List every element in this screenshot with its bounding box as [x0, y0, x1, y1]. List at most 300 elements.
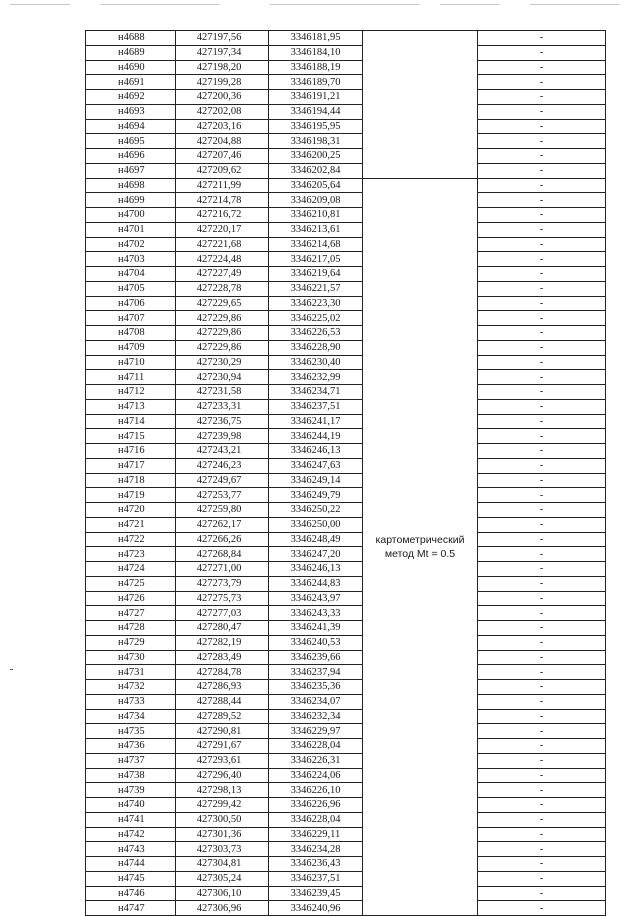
table-row — [86, 326, 606, 341]
point-id-cell: н4696 — [86, 149, 176, 164]
y-coordinate-cell: 3346226,96 — [269, 798, 363, 813]
y-coordinate-cell: 3346181,95 — [269, 31, 363, 46]
delta-cell: - — [478, 399, 606, 414]
y-coordinate-cell: 3346219,64 — [269, 267, 363, 282]
table-row — [86, 75, 606, 90]
x-coordinate-cell: 427262,17 — [176, 517, 269, 532]
point-id-cell: н4724 — [86, 562, 176, 577]
delta-cell: - — [478, 488, 606, 503]
y-coordinate-cell: 3346244,83 — [269, 576, 363, 591]
x-coordinate-cell: 427291,67 — [176, 739, 269, 754]
point-id-cell: н4738 — [86, 768, 176, 783]
point-id-cell: н4689 — [86, 45, 176, 60]
table-row — [86, 871, 606, 886]
table-row — [86, 45, 606, 60]
y-coordinate-cell: 3346229,97 — [269, 724, 363, 739]
table-row — [86, 399, 606, 414]
table-row — [86, 798, 606, 813]
x-coordinate-cell: 427216,72 — [176, 208, 269, 223]
y-coordinate-cell: 3346232,34 — [269, 709, 363, 724]
point-id-cell: н4741 — [86, 812, 176, 827]
point-id-cell: н4732 — [86, 680, 176, 695]
delta-cell: - — [478, 193, 606, 208]
point-id-cell: н4740 — [86, 798, 176, 813]
y-coordinate-cell: 3346198,31 — [269, 134, 363, 149]
delta-cell: - — [478, 222, 606, 237]
point-id-cell: н4731 — [86, 665, 176, 680]
table-row — [86, 296, 606, 311]
delta-cell: - — [478, 901, 606, 916]
point-id-cell: н4742 — [86, 827, 176, 842]
delta-cell: - — [478, 208, 606, 223]
delta-cell: - — [478, 104, 606, 119]
delta-cell: - — [478, 60, 606, 75]
y-coordinate-cell: 3346210,81 — [269, 208, 363, 223]
x-coordinate-cell: 427228,78 — [176, 281, 269, 296]
table-row — [86, 694, 606, 709]
y-coordinate-cell: 3346235,36 — [269, 680, 363, 695]
x-coordinate-cell: 427284,78 — [176, 665, 269, 680]
table-row — [86, 901, 606, 916]
point-id-cell: н4720 — [86, 503, 176, 518]
delta-cell: - — [478, 621, 606, 636]
table-row — [86, 842, 606, 857]
point-id-cell: н4723 — [86, 547, 176, 562]
delta-cell: - — [478, 149, 606, 164]
x-coordinate-cell: 427282,19 — [176, 635, 269, 650]
table-row — [86, 281, 606, 296]
table-row — [86, 753, 606, 768]
y-coordinate-cell: 3346228,90 — [269, 340, 363, 355]
delta-cell: - — [478, 311, 606, 326]
point-id-cell: н4717 — [86, 458, 176, 473]
point-id-cell: н4708 — [86, 326, 176, 341]
table-row — [86, 444, 606, 459]
table-row — [86, 355, 606, 370]
x-coordinate-cell: 427204,88 — [176, 134, 269, 149]
delta-cell: - — [478, 547, 606, 562]
delta-cell: - — [478, 606, 606, 621]
x-coordinate-cell: 427266,26 — [176, 532, 269, 547]
table-row — [86, 252, 606, 267]
point-id-cell: н4714 — [86, 414, 176, 429]
delta-cell: - — [478, 385, 606, 400]
delta-cell: - — [478, 842, 606, 857]
point-id-cell: н4703 — [86, 252, 176, 267]
x-coordinate-cell: 427290,81 — [176, 724, 269, 739]
point-id-cell: н4705 — [86, 281, 176, 296]
y-coordinate-cell: 3346237,51 — [269, 871, 363, 886]
x-coordinate-cell: 427200,36 — [176, 90, 269, 105]
point-id-cell: н4711 — [86, 370, 176, 385]
delta-cell: - — [478, 503, 606, 518]
delta-cell: - — [478, 90, 606, 105]
x-coordinate-cell: 427229,86 — [176, 311, 269, 326]
x-coordinate-cell: 427277,03 — [176, 606, 269, 621]
table-row — [86, 783, 606, 798]
delta-cell: - — [478, 163, 606, 178]
point-id-cell: н4707 — [86, 311, 176, 326]
y-coordinate-cell: 3346226,53 — [269, 326, 363, 341]
point-id-cell: н4688 — [86, 31, 176, 46]
y-coordinate-cell: 3346239,66 — [269, 650, 363, 665]
delta-cell: - — [478, 812, 606, 827]
table-row — [86, 429, 606, 444]
y-coordinate-cell: 3346213,61 — [269, 222, 363, 237]
x-coordinate-cell: 427236,75 — [176, 414, 269, 429]
table-row — [86, 857, 606, 872]
y-coordinate-cell: 3346243,97 — [269, 591, 363, 606]
x-coordinate-cell: 427230,94 — [176, 370, 269, 385]
table-row — [86, 414, 606, 429]
point-id-cell: н4737 — [86, 753, 176, 768]
margin-mark — [10, 669, 13, 670]
coordinates-table — [85, 30, 606, 916]
point-id-cell: н4722 — [86, 532, 176, 547]
delta-cell: - — [478, 326, 606, 341]
table-row — [86, 119, 606, 134]
header-scan-artifact — [0, 4, 640, 10]
delta-cell: - — [478, 340, 606, 355]
delta-cell: - — [478, 414, 606, 429]
delta-cell: - — [478, 296, 606, 311]
y-coordinate-cell: 3346221,57 — [269, 281, 363, 296]
y-coordinate-cell: 3346232,99 — [269, 370, 363, 385]
delta-cell: - — [478, 532, 606, 547]
y-coordinate-cell: 3346228,04 — [269, 739, 363, 754]
point-id-cell: н4693 — [86, 104, 176, 119]
delta-cell: - — [478, 886, 606, 901]
y-coordinate-cell: 3346250,00 — [269, 517, 363, 532]
point-id-cell: н4695 — [86, 134, 176, 149]
table-row — [86, 739, 606, 754]
table-row — [86, 311, 606, 326]
point-id-cell: н4735 — [86, 724, 176, 739]
x-coordinate-cell: 427280,47 — [176, 621, 269, 636]
table-row — [86, 532, 606, 547]
x-coordinate-cell: 427227,49 — [176, 267, 269, 282]
point-id-cell: н4733 — [86, 694, 176, 709]
y-coordinate-cell: 3346248,49 — [269, 532, 363, 547]
y-coordinate-cell: 3346224,06 — [269, 768, 363, 783]
y-coordinate-cell: 3346246,13 — [269, 562, 363, 577]
delta-cell: - — [478, 857, 606, 872]
table-row — [86, 222, 606, 237]
table-row — [86, 60, 606, 75]
x-coordinate-cell: 427298,13 — [176, 783, 269, 798]
x-coordinate-cell: 427286,93 — [176, 680, 269, 695]
delta-cell: - — [478, 134, 606, 149]
method-cell — [363, 178, 478, 916]
x-coordinate-cell: 427203,16 — [176, 119, 269, 134]
x-coordinate-cell: 427268,84 — [176, 547, 269, 562]
table-row — [86, 576, 606, 591]
delta-cell: - — [478, 827, 606, 842]
point-id-cell: н4719 — [86, 488, 176, 503]
point-id-cell: н4701 — [86, 222, 176, 237]
y-coordinate-cell: 3346230,40 — [269, 355, 363, 370]
table-row — [86, 768, 606, 783]
y-coordinate-cell: 3346247,20 — [269, 547, 363, 562]
delta-cell: - — [478, 680, 606, 695]
delta-cell: - — [478, 281, 606, 296]
table-row — [86, 31, 606, 46]
table-row — [86, 517, 606, 532]
x-coordinate-cell: 427273,79 — [176, 576, 269, 591]
delta-cell: - — [478, 724, 606, 739]
y-coordinate-cell: 3346194,44 — [269, 104, 363, 119]
point-id-cell: н4702 — [86, 237, 176, 252]
x-coordinate-cell: 427303,73 — [176, 842, 269, 857]
point-id-cell: н4721 — [86, 517, 176, 532]
x-coordinate-cell: 427304,81 — [176, 857, 269, 872]
y-coordinate-cell: 3346217,05 — [269, 252, 363, 267]
y-coordinate-cell: 3346247,63 — [269, 458, 363, 473]
x-coordinate-cell: 427198,20 — [176, 60, 269, 75]
delta-cell: - — [478, 252, 606, 267]
delta-cell: - — [478, 444, 606, 459]
delta-cell: - — [478, 635, 606, 650]
table-row — [86, 385, 606, 400]
delta-cell: - — [478, 798, 606, 813]
y-coordinate-cell: 3346239,45 — [269, 886, 363, 901]
point-id-cell: н4745 — [86, 871, 176, 886]
table-row — [86, 621, 606, 636]
x-coordinate-cell: 427259,80 — [176, 503, 269, 518]
x-coordinate-cell: 427288,44 — [176, 694, 269, 709]
x-coordinate-cell: 427220,17 — [176, 222, 269, 237]
delta-cell: - — [478, 871, 606, 886]
delta-cell: - — [478, 576, 606, 591]
delta-cell: - — [478, 694, 606, 709]
table-row — [86, 606, 606, 621]
x-coordinate-cell: 427221,68 — [176, 237, 269, 252]
table-row — [86, 208, 606, 223]
y-coordinate-cell: 3346237,94 — [269, 665, 363, 680]
y-coordinate-cell: 3346237,51 — [269, 399, 363, 414]
table-row — [86, 562, 606, 577]
point-id-cell: н4747 — [86, 901, 176, 916]
point-id-cell: н4706 — [86, 296, 176, 311]
table-row — [86, 665, 606, 680]
x-coordinate-cell: 427246,23 — [176, 458, 269, 473]
table-row — [86, 812, 606, 827]
x-coordinate-cell: 427271,00 — [176, 562, 269, 577]
point-id-cell: н4709 — [86, 340, 176, 355]
y-coordinate-cell: 3346195,95 — [269, 119, 363, 134]
x-coordinate-cell: 427207,46 — [176, 149, 269, 164]
delta-cell: - — [478, 119, 606, 134]
table-row — [86, 149, 606, 164]
delta-cell: - — [478, 267, 606, 282]
method-label-line2: метод Mt = 0.5 — [384, 547, 456, 560]
table-row — [86, 473, 606, 488]
point-id-cell: н4716 — [86, 444, 176, 459]
point-id-cell: н4744 — [86, 857, 176, 872]
x-coordinate-cell: 427239,98 — [176, 429, 269, 444]
table-row — [86, 591, 606, 606]
point-id-cell: н4712 — [86, 385, 176, 400]
table-row — [86, 503, 606, 518]
delta-cell: - — [478, 768, 606, 783]
delta-cell: - — [478, 458, 606, 473]
delta-cell: - — [478, 562, 606, 577]
x-coordinate-cell: 427209,62 — [176, 163, 269, 178]
y-coordinate-cell: 3346209,08 — [269, 193, 363, 208]
x-coordinate-cell: 427305,24 — [176, 871, 269, 886]
point-id-cell: н4726 — [86, 591, 176, 606]
x-coordinate-cell: 427306,10 — [176, 886, 269, 901]
delta-cell: - — [478, 429, 606, 444]
x-coordinate-cell: 427293,61 — [176, 753, 269, 768]
delta-cell: - — [478, 783, 606, 798]
y-coordinate-cell: 3346246,13 — [269, 444, 363, 459]
y-coordinate-cell: 3346228,04 — [269, 812, 363, 827]
delta-cell: - — [478, 591, 606, 606]
x-coordinate-cell: 427197,34 — [176, 45, 269, 60]
x-coordinate-cell: 427306,96 — [176, 901, 269, 916]
x-coordinate-cell: 427233,31 — [176, 399, 269, 414]
y-coordinate-cell: 3346214,68 — [269, 237, 363, 252]
point-id-cell: н4710 — [86, 355, 176, 370]
y-coordinate-cell: 3346236,43 — [269, 857, 363, 872]
x-coordinate-cell: 427230,29 — [176, 355, 269, 370]
point-id-cell: н4694 — [86, 119, 176, 134]
delta-cell: - — [478, 178, 606, 193]
y-coordinate-cell: 3346225,02 — [269, 311, 363, 326]
point-id-cell: н4690 — [86, 60, 176, 75]
y-coordinate-cell: 3346250,22 — [269, 503, 363, 518]
table-row — [86, 458, 606, 473]
point-id-cell: н4739 — [86, 783, 176, 798]
table-row — [86, 134, 606, 149]
x-coordinate-cell: 427253,77 — [176, 488, 269, 503]
x-coordinate-cell: 427301,36 — [176, 827, 269, 842]
x-coordinate-cell: 427296,40 — [176, 768, 269, 783]
y-coordinate-cell: 3346249,14 — [269, 473, 363, 488]
y-coordinate-cell: 3346200,25 — [269, 149, 363, 164]
y-coordinate-cell: 3346234,07 — [269, 694, 363, 709]
x-coordinate-cell: 427229,86 — [176, 340, 269, 355]
y-coordinate-cell: 3346184,10 — [269, 45, 363, 60]
table-row — [86, 90, 606, 105]
table-row — [86, 370, 606, 385]
x-coordinate-cell: 427202,08 — [176, 104, 269, 119]
table-row — [86, 104, 606, 119]
point-id-cell: н4746 — [86, 886, 176, 901]
y-coordinate-cell: 3346191,21 — [269, 90, 363, 105]
delta-cell: - — [478, 739, 606, 754]
delta-cell: - — [478, 370, 606, 385]
y-coordinate-cell: 3346205,64 — [269, 178, 363, 193]
y-coordinate-cell: 3346226,10 — [269, 783, 363, 798]
point-id-cell: н4697 — [86, 163, 176, 178]
table-row — [86, 340, 606, 355]
x-coordinate-cell: 427211,99 — [176, 178, 269, 193]
x-coordinate-cell: 427299,42 — [176, 798, 269, 813]
point-id-cell: н4715 — [86, 429, 176, 444]
y-coordinate-cell: 3346189,70 — [269, 75, 363, 90]
x-coordinate-cell: 427229,86 — [176, 326, 269, 341]
table-row — [86, 193, 606, 208]
point-id-cell: н4699 — [86, 193, 176, 208]
point-id-cell: н4713 — [86, 399, 176, 414]
table-row — [86, 547, 606, 562]
delta-cell: - — [478, 75, 606, 90]
y-coordinate-cell: 3346234,28 — [269, 842, 363, 857]
y-coordinate-cell: 3346241,39 — [269, 621, 363, 636]
x-coordinate-cell: 427283,49 — [176, 650, 269, 665]
x-coordinate-cell: 427229,65 — [176, 296, 269, 311]
point-id-cell: н4734 — [86, 709, 176, 724]
point-id-cell: н4728 — [86, 621, 176, 636]
y-coordinate-cell: 3346249,79 — [269, 488, 363, 503]
point-id-cell: н4692 — [86, 90, 176, 105]
y-coordinate-cell: 3346240,53 — [269, 635, 363, 650]
delta-cell: - — [478, 709, 606, 724]
table-row — [86, 886, 606, 901]
table-row — [86, 724, 606, 739]
y-coordinate-cell: 3346240,96 — [269, 901, 363, 916]
y-coordinate-cell: 3346223,30 — [269, 296, 363, 311]
x-coordinate-cell: 427197,56 — [176, 31, 269, 46]
coordinates-table-body — [86, 31, 606, 916]
table-row — [86, 163, 606, 178]
table-row — [86, 709, 606, 724]
x-coordinate-cell: 427199,28 — [176, 75, 269, 90]
point-id-cell: н4704 — [86, 267, 176, 282]
table-row — [86, 635, 606, 650]
x-coordinate-cell: 427289,52 — [176, 709, 269, 724]
point-id-cell: н4691 — [86, 75, 176, 90]
y-coordinate-cell: 3346226,31 — [269, 753, 363, 768]
y-coordinate-cell: 3346243,33 — [269, 606, 363, 621]
delta-cell: - — [478, 45, 606, 60]
x-coordinate-cell: 427224,48 — [176, 252, 269, 267]
table-row — [86, 267, 606, 282]
y-coordinate-cell: 3346188,19 — [269, 60, 363, 75]
y-coordinate-cell: 3346244,19 — [269, 429, 363, 444]
x-coordinate-cell: 427249,67 — [176, 473, 269, 488]
table-row — [86, 650, 606, 665]
point-id-cell: н4736 — [86, 739, 176, 754]
table-row — [86, 237, 606, 252]
x-coordinate-cell: 427243,21 — [176, 444, 269, 459]
point-id-cell: н4700 — [86, 208, 176, 223]
y-coordinate-cell: 3346202,84 — [269, 163, 363, 178]
x-coordinate-cell: 427231,58 — [176, 385, 269, 400]
point-id-cell: н4729 — [86, 635, 176, 650]
delta-cell: - — [478, 753, 606, 768]
table-row — [86, 827, 606, 842]
x-coordinate-cell: 427275,73 — [176, 591, 269, 606]
point-id-cell: н4718 — [86, 473, 176, 488]
delta-cell: - — [478, 650, 606, 665]
point-id-cell: н4743 — [86, 842, 176, 857]
delta-cell: - — [478, 355, 606, 370]
delta-cell: - — [478, 517, 606, 532]
method-label-line1: картометрический — [375, 533, 465, 546]
delta-cell: - — [478, 665, 606, 680]
delta-cell: - — [478, 473, 606, 488]
table-row — [86, 178, 606, 193]
point-id-cell: н4730 — [86, 650, 176, 665]
table-row — [86, 488, 606, 503]
x-coordinate-cell: 427300,50 — [176, 812, 269, 827]
y-coordinate-cell: 3346234,71 — [269, 385, 363, 400]
point-id-cell: н4725 — [86, 576, 176, 591]
point-id-cell: н4727 — [86, 606, 176, 621]
